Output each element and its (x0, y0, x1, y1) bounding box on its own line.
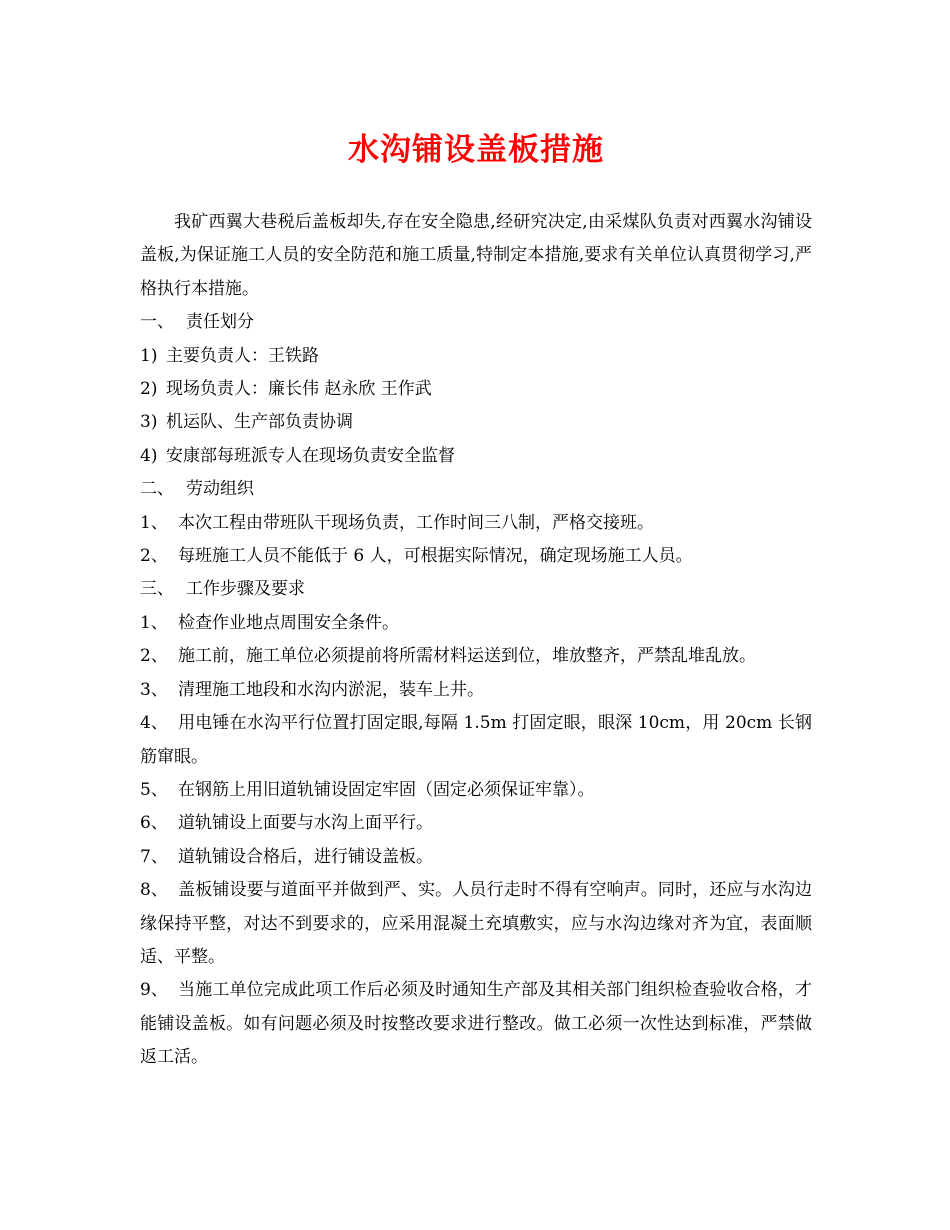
list-item (140, 340, 812, 373)
list-item (140, 807, 812, 840)
section-number: 二、 (140, 479, 174, 500)
section-title: 责任划分 (186, 312, 254, 333)
item-text: 当施工单位完成此项工作后必须及时通知生产部及其相关部门组织检查验收合格，才能铺设盖板。如有问题必须及时按整改要求进行整改。做工必须一次性达到标准，严禁做返工活。 (140, 980, 812, 1068)
item-number: 6、 (140, 813, 168, 834)
item-number: 9、 (140, 980, 168, 1001)
item-number: 1、 (140, 512, 168, 533)
item-text: 每班施工人员不能低于 6 人，可根据实际情况，确定现场施工人员。 (178, 546, 693, 567)
item-number: 2、 (140, 646, 168, 667)
item-text: 安康部每班派专人在现场负责安全监督 (166, 445, 455, 466)
item-number: 3) (140, 412, 158, 433)
section-title: 劳动组织 (186, 479, 254, 500)
section-title: 工作步骤及要求 (186, 579, 305, 600)
item-text: 道轨铺设上面要与水沟上面平行。 (178, 813, 433, 834)
item-number: 5、 (140, 779, 168, 800)
list-item (140, 974, 812, 1074)
item-text: 清理施工地段和水沟内淤泥，装车上井。 (178, 679, 484, 700)
item-text: 主要负责人：王铁路 (166, 345, 319, 366)
list-item (140, 841, 812, 874)
item-number: 7、 (140, 846, 168, 867)
document-title: 水沟铺设盖板措施 (348, 132, 604, 168)
list-item (140, 774, 812, 807)
list-item (140, 674, 812, 707)
item-text: 盖板铺设要与道面平并做到严、实。人员行走时不得有空响声。同时，还应与水沟边缘保持平整，对达不到要求的，应采用混凝土充填敷实，应与水沟边缘对齐为宜，表面顺适、平整。 (140, 880, 812, 967)
item-number: 2、 (140, 546, 168, 567)
list-item (140, 540, 812, 573)
list-item (140, 507, 812, 540)
intro-paragraph: 我矿西翼大巷税后盖板却失,存在安全隐患,经研究决定,由采煤队负责对西翼水沟铺设盖板,为保证施工人员的安全防范和施工质量,特制定本措施,要求有关单位认真贯彻学习,严格执行本措施。 (140, 212, 812, 299)
item-text: 机运队、生产部负责协调 (166, 412, 353, 433)
item-number: 8、 (140, 880, 168, 901)
section-number: 一、 (140, 312, 174, 333)
item-text: 在钢筋上用旧道轨铺设固定牢固（固定必须保证牢靠）。 (178, 779, 595, 800)
item-text: 现场负责人：廉长伟 赵永欣 王作武 (166, 379, 432, 400)
list-item (140, 440, 812, 473)
item-number: 4、 (140, 713, 168, 734)
list-item (140, 607, 812, 640)
item-number: 2) (140, 379, 158, 400)
section-heading (140, 306, 812, 339)
list-item (140, 874, 812, 974)
item-text: 用电锤在水沟平行位置打固定眼,每隔 1.5m 打固定眼，眼深 10cm，用 20cm 长钢筋窜眼。 (140, 713, 812, 767)
item-number: 1) (140, 345, 158, 366)
item-number: 1、 (140, 612, 168, 633)
list-item (140, 640, 812, 673)
list-item (140, 373, 812, 406)
item-text: 本次工程由带班队干现场负责，工作时间三八制，严格交接班。 (178, 512, 654, 533)
item-text: 施工前，施工单位必须提前将所需材料运送到位，堆放整齐，严禁乱堆乱放。 (178, 646, 756, 667)
section-number: 三、 (140, 579, 174, 600)
list-item (140, 707, 812, 774)
list-item (140, 406, 812, 439)
section-heading (140, 573, 812, 606)
item-number: 4) (140, 445, 158, 466)
item-text: 检查作业地点周围安全条件。 (178, 612, 399, 633)
item-text: 道轨铺设合格后，进行铺设盖板。 (178, 846, 433, 867)
section-heading (140, 473, 812, 506)
document-body (140, 206, 812, 1075)
item-number: 3、 (140, 679, 168, 700)
